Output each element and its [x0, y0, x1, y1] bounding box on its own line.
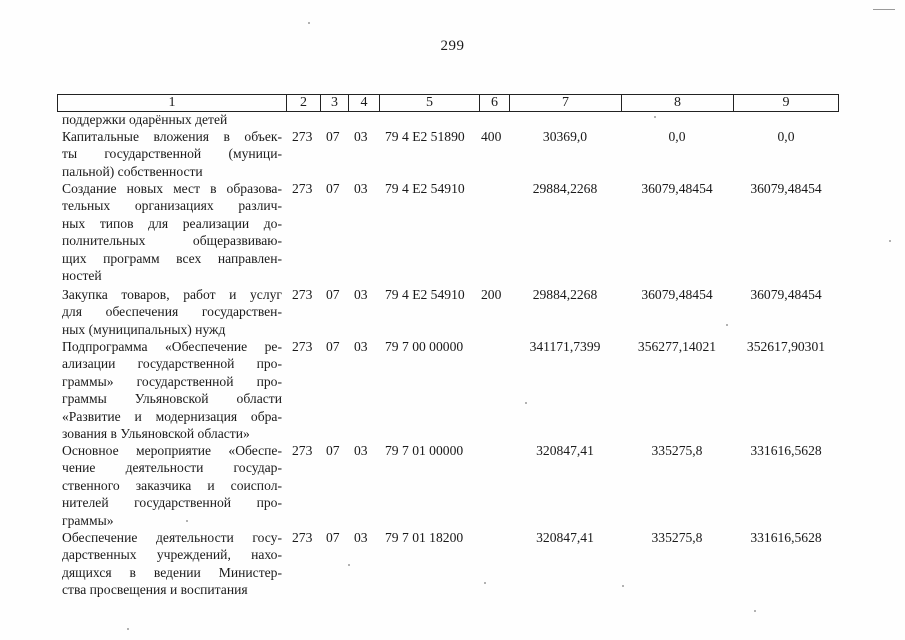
cell-section: 07: [326, 287, 340, 302]
table-row-label: [62, 529, 282, 599]
scan-speck: [308, 22, 310, 24]
cell-ministry-code: 273: [292, 181, 313, 196]
table-header: [57, 94, 839, 112]
row-line: поддержки одарённых детей: [62, 112, 228, 127]
cell-target-article: 79 7 01 18200: [385, 530, 464, 545]
row-line: ностей: [62, 268, 102, 284]
row-line: дящихся в ведении Министер-: [62, 564, 282, 580]
header-col-5: 5: [380, 95, 480, 111]
cell-section: 07: [326, 443, 340, 458]
scan-speck: [889, 240, 891, 242]
scan-speck: [654, 116, 656, 118]
header-col-7: 7: [510, 95, 622, 111]
row-line: ных типов для реализации до-: [62, 215, 282, 231]
scan-speck: [484, 582, 486, 584]
row-line: Капитальные вложения в объек-: [62, 129, 282, 144]
scan-mark: [873, 9, 895, 10]
scan-speck: [127, 628, 129, 630]
cell-amount-7: 320847,41: [536, 530, 594, 545]
table-row-label: [62, 338, 282, 442]
row-line: граммы» государственной про-: [62, 373, 282, 389]
row-line: ализации государственной про-: [62, 356, 282, 372]
cell-amount-9: 36079,48454: [750, 287, 822, 302]
cell-target-article: 79 4 E2 51890: [385, 129, 465, 144]
header-col-8: 8: [622, 95, 734, 111]
cell-expense-type: 200: [481, 287, 502, 302]
header-col-6: 6: [480, 95, 510, 111]
row-line: зования в Ульяновской области»: [62, 426, 250, 442]
row-line: для обеспечения государствен-: [62, 304, 282, 320]
row-line: Закупка товаров, работ и услуг: [62, 287, 282, 302]
cell-amount-8: 356277,14021: [637, 339, 717, 354]
cell-target-article: 79 7 01 00000: [385, 443, 464, 458]
cell-amount-8: 36079,48454: [641, 181, 713, 196]
header-col-1: 1: [58, 95, 287, 111]
cell-amount-7: 29884,2268: [532, 287, 598, 302]
cell-amount-9: 36079,48454: [750, 181, 822, 196]
cell-amount-9: 352617,90301: [746, 339, 826, 354]
row-line: граммы Ульяновской области: [62, 391, 282, 407]
header-col-9: 9: [782, 95, 790, 110]
row-line: ных (муниципальных) нужд: [62, 321, 226, 337]
cell-amount-9: 0,0: [777, 129, 795, 144]
cell-subsection: 03: [354, 530, 368, 545]
row-line: чение деятельности государ-: [62, 460, 282, 476]
row-line: полнительных общеразвиваю-: [62, 233, 282, 249]
row-line: Подпрограмма «Обеспечение ре-: [62, 339, 282, 354]
table-row-label: [62, 128, 282, 180]
row-line: «Развитие и модернизация обра-: [62, 408, 282, 424]
cell-amount-7: 320847,41: [536, 443, 594, 458]
cell-subsection: 03: [354, 287, 368, 302]
cell-subsection: 03: [354, 339, 368, 354]
cell-ministry-code: 273: [292, 530, 313, 545]
cell-amount-8: 335275,8: [651, 443, 703, 458]
cell-section: 07: [326, 181, 340, 196]
table-row-label: [62, 286, 282, 338]
header-col-4: 4: [349, 95, 380, 111]
row-line: Обеспечение деятельности госу-: [62, 530, 282, 545]
row-line: нителей государственной про-: [62, 495, 282, 511]
cell-section: 07: [326, 530, 340, 545]
cell-ministry-code: 273: [292, 339, 313, 354]
table-row-label: [62, 180, 282, 284]
row-line: граммы»: [62, 512, 114, 528]
cell-amount-7: 29884,2268: [532, 181, 598, 196]
cell-subsection: 03: [354, 129, 368, 144]
cell-amount-9: 331616,5628: [750, 530, 822, 545]
scan-speck: [348, 564, 350, 566]
cell-expense-type: 400: [481, 129, 502, 144]
cell-amount-7: 341171,7399: [529, 339, 601, 354]
cell-target-article: 79 4 E2 54910: [385, 181, 465, 196]
row-line: щих программ всех направлен-: [62, 250, 282, 266]
table-row-label: [62, 442, 282, 529]
row-line: ства просвещения и воспитания: [62, 582, 248, 598]
row-line: тельных организациях различ-: [62, 198, 282, 214]
row-line: Основное мероприятие «Обеспе-: [62, 443, 282, 458]
cell-amount-9: 331616,5628: [750, 443, 822, 458]
scan-speck: [754, 610, 756, 612]
cell-target-article: 79 4 E2 54910: [385, 287, 465, 302]
row-line: ственного заказчика и соиспол-: [62, 477, 282, 493]
table-row-label: [62, 111, 282, 128]
scan-speck: [622, 585, 624, 587]
header-col-2: 2: [287, 95, 321, 111]
cell-amount-8: 0,0: [668, 129, 686, 144]
row-line: ты государственной (муници-: [62, 146, 282, 162]
cell-amount-8: 36079,48454: [641, 287, 713, 302]
cell-ministry-code: 273: [292, 129, 313, 144]
cell-amount-8: 335275,8: [651, 530, 703, 545]
cell-section: 07: [326, 339, 340, 354]
cell-subsection: 03: [354, 181, 368, 196]
row-line: Создание новых мест в образова-: [62, 181, 282, 196]
scan-speck: [186, 520, 188, 522]
cell-section: 07: [326, 129, 340, 144]
scan-speck: [525, 402, 527, 404]
cell-subsection: 03: [354, 443, 368, 458]
cell-ministry-code: 273: [292, 287, 313, 302]
row-line: пальной) собственности: [62, 163, 203, 179]
cell-amount-7: 30369,0: [542, 129, 588, 144]
cell-ministry-code: 273: [292, 443, 313, 458]
scan-speck: [726, 324, 728, 326]
cell-target-article: 79 7 00 00000: [385, 339, 464, 354]
page-number: 299: [440, 38, 465, 54]
header-col-3: 3: [321, 95, 349, 111]
row-line: дарственных учреждений, нахо-: [62, 547, 282, 563]
